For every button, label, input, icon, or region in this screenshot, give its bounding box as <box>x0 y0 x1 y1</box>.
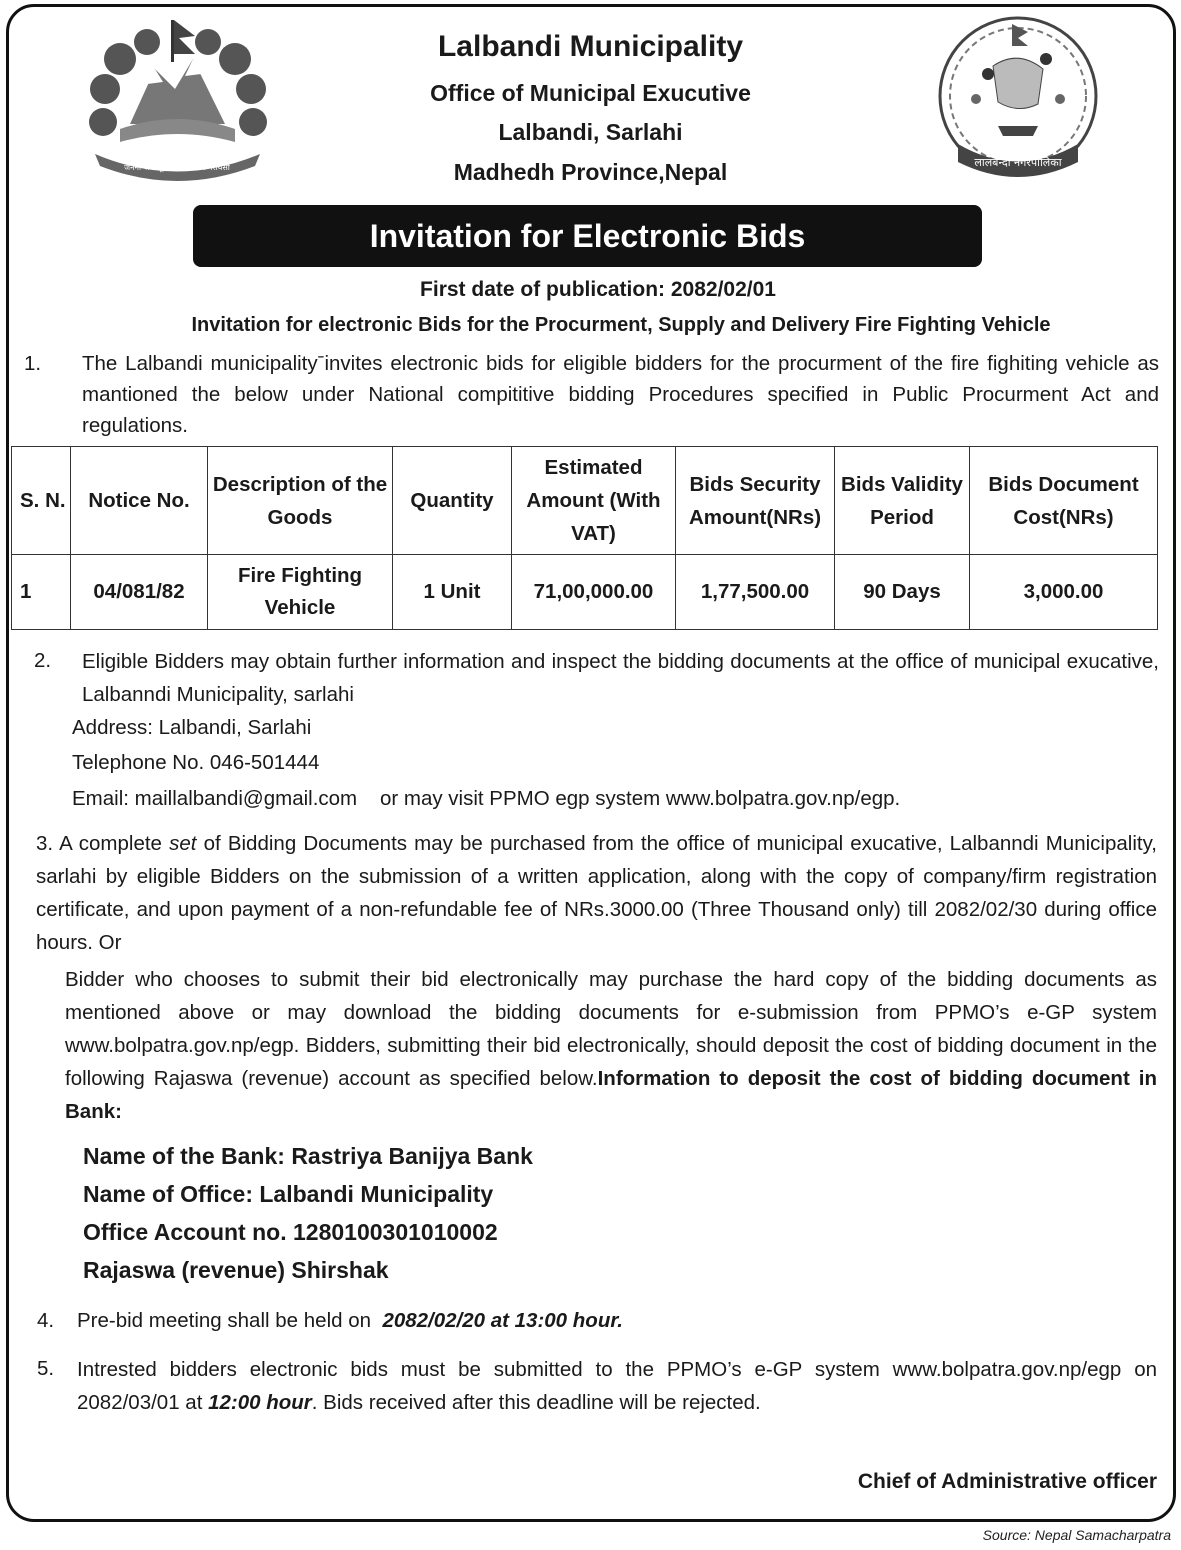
col-header: S. N. <box>12 447 71 555</box>
para-number: 1. <box>24 352 42 375</box>
table-row <box>12 555 1158 630</box>
para5-text-b: . Bids received after this deadline will be rejected. <box>311 1391 761 1414</box>
publication-date: First date of publication: 2082/02/01 <box>420 278 776 301</box>
deadline-time: 12:00 hour <box>208 1391 312 1414</box>
province-name: Madhedh Province,Nepal <box>453 159 728 185</box>
bank-account: Office Account no. 1280100301010002 <box>83 1219 498 1245</box>
paragraph-3b <box>65 963 1157 1128</box>
emblem-motto: जननी जन्मभूमिश्च स्वर्गादपि गरीयसी <box>124 163 230 172</box>
office-name: Office of Municipal Exucutive <box>430 80 751 106</box>
table-cell: 1 <box>12 555 71 630</box>
paragraph-2: Eligible Bidders may obtain further information and inspect the bidding documents at the office of municipal exucative, Lalbanndi Municipality, sarlahi <box>82 650 1159 706</box>
table-cell: 90 Days <box>835 555 970 630</box>
table-cell: 71,00,000.00 <box>512 555 676 630</box>
para3-text-a: A complete <box>59 832 162 855</box>
col-header: Bids Security Amount(NRs) <box>676 447 835 555</box>
table-cell: 1 Unit <box>393 555 512 630</box>
address-line: Address: Lalbandi, Sarlahi <box>72 716 312 739</box>
paragraph-3 <box>36 827 1157 959</box>
table-cell: 1,77,500.00 <box>676 555 835 630</box>
source-credit: Source: Nepal Samacharpatra <box>982 1527 1171 1543</box>
egp-link-text: or may visit PPMO egp system www.bolpatra.gov.np/egp. <box>379 787 901 810</box>
para3-text-b: of Bidding Documents may be purchased from the office of municipal exucative, Lalbanndi Municipality, sarlahi by eligible Bidders on the submission of a written application, along with the copy of company/firm registration certificate, and upon payment of a non-refundable fee of NRs.3000.00 (Three Thousand only) till 2082/02/30 during office hours. Or <box>36 832 1157 954</box>
para3-text-c: Bidder who chooses to submit their bid electronically may purchase the hard copy of the bidding documents as mentioned above or may download the bidding documents for e-submission from PPMO’s e-GP system www.bolpatra.gov.np/egp. Bidders, submitting their bid electronically, should deposit the cost of bidding document in the following Rajaswa (revenue) account as specified below. <box>65 968 1157 1090</box>
col-header: Estimated Amount (With VAT) <box>512 447 676 555</box>
paragraph-5 <box>77 1353 1157 1419</box>
col-header: Bids Validity Period <box>835 447 970 555</box>
col-header: Notice No. <box>71 447 208 555</box>
col-header: Bids Document Cost(NRs) <box>970 447 1158 555</box>
municipality-title: Lalbandi Municipality <box>437 30 744 63</box>
seal-label: लालबन्दी नगरपालिका <box>974 156 1062 169</box>
bank-shirshak: Rajaswa (revenue) Shirshak <box>83 1257 389 1283</box>
bank-name: Name of the Bank: Rastriya Banijya Bank <box>83 1143 533 1169</box>
para3-bold: Information to deposit the cost of bidding document in Bank: <box>65 1067 1157 1123</box>
col-header: Description of the Goods <box>208 447 393 555</box>
para-number: 2. <box>34 649 52 672</box>
table-cell: 04/081/82 <box>71 555 208 630</box>
para3-italic: set <box>169 832 197 855</box>
para-number: 5. <box>37 1357 55 1380</box>
para-number: 3. <box>36 832 54 855</box>
bank-office: Name of Office: Lalbandi Municipality <box>83 1181 494 1207</box>
para5-text-a: Intrested bidders electronic bids must be submitted to the PPMO’s e-GP system www.bolpatra.gov.np/egp on 2082/03/01 at <box>77 1358 1157 1414</box>
bid-table <box>11 446 1158 630</box>
email-line <box>72 787 900 811</box>
email-text: Email: maillalbandi@gmail.com <box>72 787 358 810</box>
office-location: Lalbandi, Sarlahi <box>498 119 683 145</box>
table-cell: 3,000.00 <box>970 555 1158 630</box>
table-cell: Fire Fighting Vehicle <box>208 555 393 630</box>
telephone-line: Telephone No. 046-501444 <box>72 751 320 774</box>
para4-text: Pre-bid meeting shall be held on <box>77 1309 372 1332</box>
col-header: Quantity <box>393 447 512 555</box>
notice-banner: Invitation for Electronic Bids <box>193 205 982 267</box>
prebid-datetime: 2082/02/20 at 13:00 hour. <box>382 1309 623 1332</box>
signature-line: Chief of Administrative officer <box>857 1470 1157 1493</box>
table-header-row <box>12 447 1158 555</box>
notice-subtitle: Invitation for electronic Bids for the Procurment, Supply and Delivery Fire Fighting Vehicle <box>191 314 1051 336</box>
para-number: 4. <box>37 1309 55 1332</box>
paragraph-4 <box>77 1305 1157 1336</box>
paragraph-1: The Lalbandi municipalityˉinvites electronic bids for eligible bidders for the procurment of the fire fighiting vehicle as mantioned the below under National compititive bidding Procedures specified in Public Procurment Act and regulations. <box>82 352 1159 437</box>
